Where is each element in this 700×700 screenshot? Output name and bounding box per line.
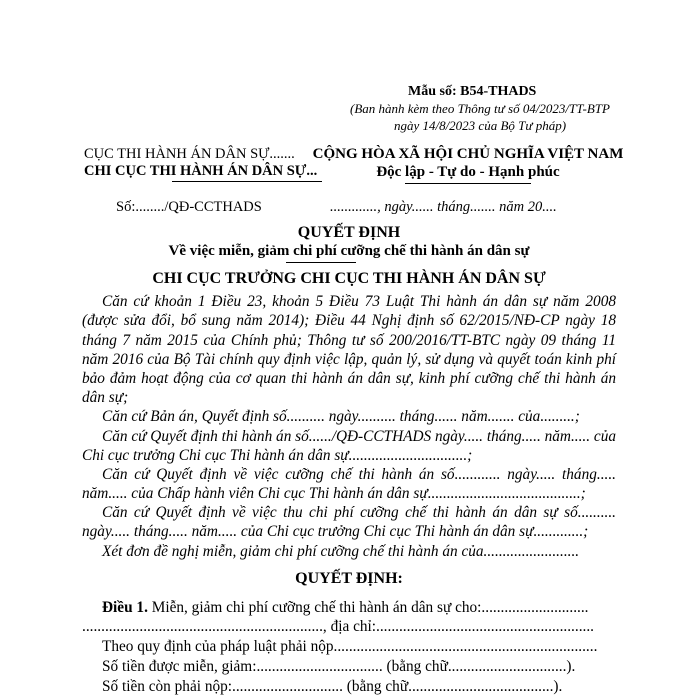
document-number: Số:......../QĐ-CCTHADS (116, 199, 262, 215)
article-1-line2: ..............................................................., địa chỉ:......................................................... (82, 618, 595, 635)
national-motto: Độc lập - Tự do - Hạnh phúc (376, 164, 560, 180)
form-note-line2: ngày 14/8/2023 của Bộ Tư pháp) (393, 118, 567, 133)
basis-paragraph-1: Căn cứ khoản 1 Điều 23, khoản 5 Điều 73 Luật Thi hành án dân sự năm 2008 (được sửa đổi, bổ sung năm 2014); Điều 44 Nghị định số 62/2015/NĐ-CP ngày 18 tháng 7 năm 2015 của Chính phủ; Thông tư số 200/2016/TT-BTC ngày 09 tháng 11 năm 2016 của Bộ Tài chính quy định việc lập, quản lý, sử dụng và quyết toán kinh phí bảo đảm hoạt động của cơ quan thi hành án dân sự, kinh phí cưỡng chế thi hành án dân sự; (82, 293, 616, 407)
article-1-text: Miễn, giảm chi phí cưỡng chế thi hành án dân sự cho:............................ (151, 599, 589, 616)
basis-paragraph-3: Căn cứ Quyết định thi hành án số....../QĐ-CCTHADS ngày..... tháng..... năm..... của Chi cục trưởng Chi cục Thi hành án dân sự...............................; (82, 428, 616, 465)
subject-underline (286, 262, 356, 263)
article-1-line5: Số tiền còn phải nộp:............................. (bằng chữ......................................). (102, 678, 563, 695)
country-name: CỘNG HÒA XÃ HỘI CHỦ NGHĨA VIỆT NAM (312, 146, 624, 162)
basis-paragraph-6: Xét đơn đề nghị miễn, giảm chi phí cưỡng chế thi hành án của......................... (102, 543, 580, 560)
place-date: ............., ngày...... tháng....... năm 20.... (330, 199, 557, 215)
article-1-line3: Theo quy định của pháp luật phải nộp..................................................................... (102, 638, 598, 655)
form-number: Mẫu số: B54-THADS (408, 84, 537, 99)
article-1-line1 (82, 598, 616, 617)
basis-paragraph-4: Căn cứ Quyết định về việc cưỡng chế thi hành án số............ ngày..... tháng..... năm..... của Chấp hành viên Chi cục Thi hành án dân sự........................................; (82, 466, 616, 503)
form-note-line1: (Ban hành kèm theo Thông tư số 04/2023/TT-BTP (350, 101, 610, 116)
agency-line2: CHI CỤC THI HÀNH ÁN DÂN SỰ... (84, 163, 318, 179)
decision-heading: QUYẾT ĐỊNH: (295, 570, 403, 587)
basis-paragraph-2: Căn cứ Bản án, Quyết định số.......... ngày.......... tháng...... năm....... của.........; (102, 408, 580, 425)
motto-underline (405, 183, 531, 184)
issuing-authority: CHI CỤC TRƯỞNG CHI CỤC THI HÀNH ÁN DÂN SỰ (152, 270, 546, 287)
document-title: QUYẾT ĐỊNH (297, 224, 401, 241)
article-1-label: Điều 1. (102, 599, 148, 616)
document-subject: Về việc miễn, giảm chi phí cưỡng chế thi hành án dân sự (168, 243, 530, 259)
agency-underline (172, 181, 322, 182)
agency-line1: CỤC THI HÀNH ÁN DÂN SỰ....... (84, 146, 295, 162)
article-1-line4: Số tiền được miễn, giảm:................................. (bằng chữ...............................). (102, 658, 576, 675)
basis-paragraph-5: Căn cứ Quyết định về việc thu chi phí cưỡng chế thi hành án dân sự số.......... ngày..... tháng..... năm..... của Chi cục trưởng Chi cục Thi hành án dân sự.............; (82, 504, 616, 541)
